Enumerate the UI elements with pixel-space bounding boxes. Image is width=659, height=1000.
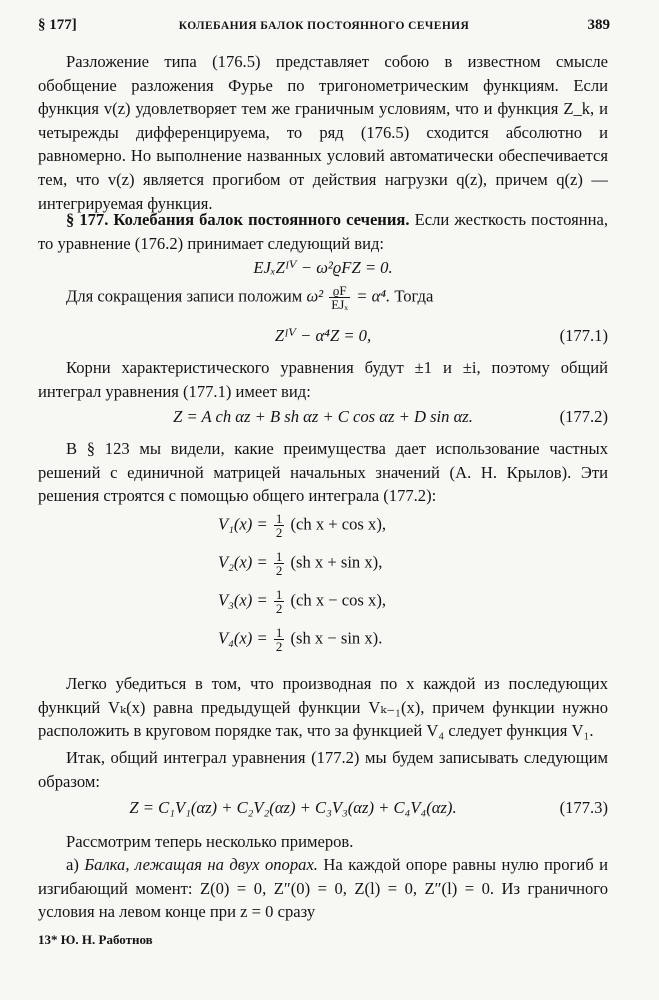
half-fraction: $\frac{1}{2}$	[275, 587, 283, 616]
equation-177-3-number: (177.3)	[559, 798, 608, 817]
example-label: а)	[66, 855, 79, 874]
running-header	[38, 14, 610, 38]
v-function-rhs: (sh x − sin x).	[290, 628, 383, 648]
section-177-paragraph	[38, 208, 608, 255]
v-function-rhs: (sh x + sin x),	[290, 552, 383, 572]
section-heading: § 177. Колебания балок постоянного сечения.	[66, 210, 410, 229]
equation-177-2-text: Z = A ch αz + B sh αz + C cos αz + D sin αz.	[173, 407, 473, 426]
fraction-denominator: EJₓ	[331, 297, 349, 312]
v-function-rhs: (ch x − cos x),	[290, 590, 387, 610]
half-fraction: $\frac{1}{2}$	[275, 625, 283, 654]
paragraph-derivative: Легко убедиться в том, что производная по x каждой из последующих функций Vₖ(x) равна предыдущей функции Vₖ₋₁(x), причем функции нужно расположить в круговом порядке так, что за функцией V₄ следует функция V₁.	[38, 674, 608, 741]
v-function-row	[218, 550, 518, 588]
equation-177-3-text: Z = C₁V₁(αz) + C₂V₂(αz) + C₃V₃(αz) + C₄V₄(αz).	[129, 798, 457, 817]
fraction-numerator: ϱF	[329, 284, 350, 298]
v-function-rhs: (ch x + cos x),	[290, 514, 387, 534]
equation-177-2	[38, 405, 608, 429]
v-function-row	[218, 588, 518, 626]
paragraph-expansion: Разложение типа (176.5) представляет собою в известном смысле обобщение разложения Фурье по тригонометрическим функциям. Если функция v(z) удовлетворяет тем же граничным условиям, что и функция Z_k, и четырежды дифференцируема, то ряд (176.5) сходится абсолютно и равномерно. Но выполнение названных условий автоматически обеспечивается тем, что v(z) является прогибом от действия нагрузки q(z), причем q(z) — интегрируемая функция.	[38, 52, 608, 213]
paragraph-roots: Корни характеристического уравнения будут ±1 и ±i, поэтому общий интеграл уравнения (177.1) имеет вид:	[38, 358, 608, 401]
v-function-row	[218, 626, 518, 664]
half-fraction: $\frac{1}{2}$	[275, 511, 283, 540]
notation-left: Для сокращения записи положим	[66, 286, 303, 306]
equation-main	[38, 256, 608, 280]
paragraph-example-a	[38, 853, 608, 924]
section-intro-text: Если жесткость постоянна, то уравнение (176.2) принимает следующий вид:	[38, 210, 608, 253]
header-section: § 177]	[38, 17, 77, 33]
v-function-lhs: V₂(x) =	[218, 552, 268, 572]
page-footer: 13* Ю. Н. Работнов	[38, 932, 153, 947]
notation-right: Тогда	[394, 286, 434, 306]
example-title: Балка, лежащая на двух опорах.	[84, 855, 318, 874]
paragraph-examples: Рассмотрим теперь несколько примеров.	[66, 832, 354, 851]
v-function-lhs: V₃(x) =	[218, 590, 268, 610]
equation-177-2-number: (177.2)	[559, 407, 608, 426]
equation-main-text: EJₓZᴵⱽ − ω²ϱFZ = 0.	[253, 258, 393, 277]
example-text: На каждой опоре равны нулю прогиб и изгибающий момент: Z(0) = 0, Z″(0) = 0, Z(l) = 0, Z″(l) = 0. Из граничного условия на левом конце при z = 0 сразу	[38, 855, 608, 922]
header-title: КОЛЕБАНИЯ БАЛОК ПОСТОЯННОГО СЕЧЕНИЯ	[178, 20, 470, 32]
half-fraction: $\frac{1}{2}$	[275, 549, 283, 578]
v-functions-list	[218, 512, 518, 664]
notation-fraction	[329, 284, 350, 311]
equation-177-1	[38, 324, 608, 348]
equation-177-1-number: (177.1)	[559, 326, 608, 345]
v-function-row	[218, 512, 518, 550]
v-function-lhs: V₄(x) =	[218, 628, 268, 648]
paragraph-krylov: В § 123 мы видели, какие преимущества дает использование частных решений с единичной матрицей начальных значений (А. Н. Крылов). Эти решения строятся с помощью общего интеграла (177.2):	[38, 439, 608, 506]
notation-paragraph: Для сокращения записи положим ω² $\frac{ϱF}{\text{EJₓ}}$ = α⁴. Тогда	[66, 283, 434, 312]
paragraph-general-integral: Итак, общий интеграл уравнения (177.2) мы будем записывать следующим образом:	[38, 748, 608, 791]
page-number: 389	[587, 17, 610, 33]
equation-177-1-text: Zᴵⱽ − α⁴Z = 0,	[274, 326, 372, 345]
v-function-lhs: V₁(x) =	[218, 514, 268, 534]
equation-177-3	[38, 796, 608, 820]
